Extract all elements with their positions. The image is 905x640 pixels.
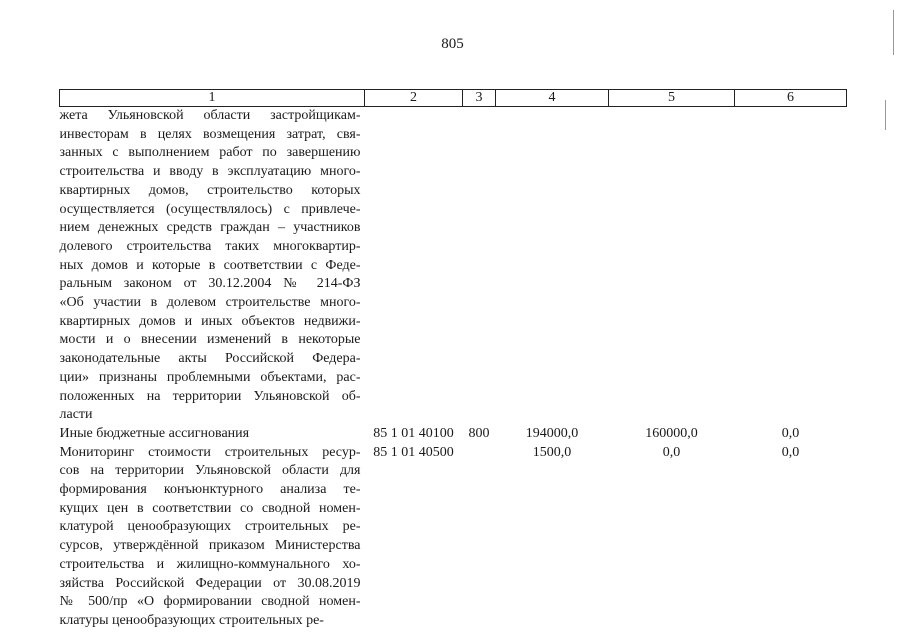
- row-value-col6: [735, 107, 847, 425]
- table-row: [60, 107, 847, 425]
- table-body: [60, 107, 847, 631]
- description-line: кущих цен в соответствии со сводной номен-: [59, 500, 361, 516]
- description-line: осуществляется (осуществлялось) с привлече-: [59, 201, 361, 217]
- description-line: формирования конъюнктурного анализа те-: [59, 482, 361, 498]
- description-line: зяйства Российской Федерации от 30.08.2019: [59, 575, 361, 591]
- row-value-col5: 0,0: [662, 444, 681, 460]
- column-header-5: 5: [609, 90, 735, 107]
- description-line: № 500/пр «О формировании сводной номен-: [59, 594, 361, 610]
- description-line: ных домов и которые в соответствии с Феде-: [59, 257, 361, 273]
- row-value-col5: [609, 107, 735, 425]
- row-value-col4: 1500,0: [532, 444, 572, 460]
- row-value-col4: [496, 107, 609, 425]
- description-line: квартирных домов и иных объектов недвижи-: [59, 313, 361, 329]
- description-line: законодательные акты Российской Федера-: [59, 351, 361, 367]
- column-header-1: 1: [60, 90, 365, 107]
- description-line: Иные бюджетные ассигнования: [59, 425, 250, 441]
- column-header-2: 2: [365, 90, 463, 107]
- column-header-4: 4: [496, 90, 609, 107]
- description-line: клатуры ценообразующих строительных ре-: [59, 612, 324, 628]
- description-line: сов на территории Ульяновской области для: [59, 463, 361, 479]
- row-description: [60, 107, 365, 425]
- description-line: клатурой ценообразующих строительных ре-: [59, 519, 361, 535]
- description-line: жета Ульяновской области застройщикам-: [59, 108, 361, 123]
- budget-table: [59, 89, 847, 631]
- description-line: квартирных домов, строительство которых: [59, 182, 361, 198]
- row-description: [60, 444, 365, 631]
- scan-mark: [893, 10, 894, 55]
- table-header-row: [60, 90, 847, 107]
- description-line: положенных на территории Ульяновской об-: [59, 388, 361, 404]
- table-row: [60, 425, 847, 444]
- row-description: [60, 425, 365, 444]
- description-line: инвесторам в целях возмещения затрат, свя-: [59, 126, 361, 142]
- column-header-6: 6: [735, 90, 847, 107]
- description-line: ральным законом от 30.12.2004 № 214-ФЗ: [59, 276, 361, 292]
- description-line: долевого строительства таких многоквартир-: [59, 238, 361, 254]
- table-row: [60, 444, 847, 631]
- description-line: нием денежных средств граждан – участников: [59, 220, 361, 236]
- row-expense-type: [463, 444, 496, 631]
- description-line: строительства и вводу в эксплуатацию много-: [59, 164, 361, 180]
- row-target-code: 85 1 01 40100: [373, 425, 454, 441]
- description-line: ласти: [59, 407, 93, 423]
- row-target-code: [365, 107, 463, 425]
- description-line: сурсов, утверждённой приказом Министерства: [59, 538, 361, 554]
- row-expense-type: [463, 107, 496, 425]
- description-line: «Об участии в долевом строительстве много-: [59, 295, 361, 311]
- row-target-code: 85 1 01 40500: [373, 444, 454, 460]
- description-line: строительства и жилищно-коммунального хо-: [59, 556, 361, 572]
- page-number: 805: [441, 36, 464, 52]
- row-value-col4: 194000,0: [525, 425, 579, 441]
- column-header-3: 3: [463, 90, 496, 107]
- row-expense-type: 800: [468, 425, 490, 441]
- description-line: занных с выполнением работ по завершению: [59, 145, 361, 161]
- row-value-col5: 160000,0: [645, 425, 698, 441]
- row-value-col6: 0,0: [781, 425, 800, 441]
- description-line: ции» признаны проблемными объектами, рас-: [59, 369, 361, 385]
- scan-mark: [885, 100, 886, 130]
- description-line: мости и о внесении изменений в некоторые: [59, 332, 361, 348]
- row-value-col6: 0,0: [781, 444, 800, 460]
- description-line: Мониторинг стоимости строительных ресур-: [59, 444, 361, 460]
